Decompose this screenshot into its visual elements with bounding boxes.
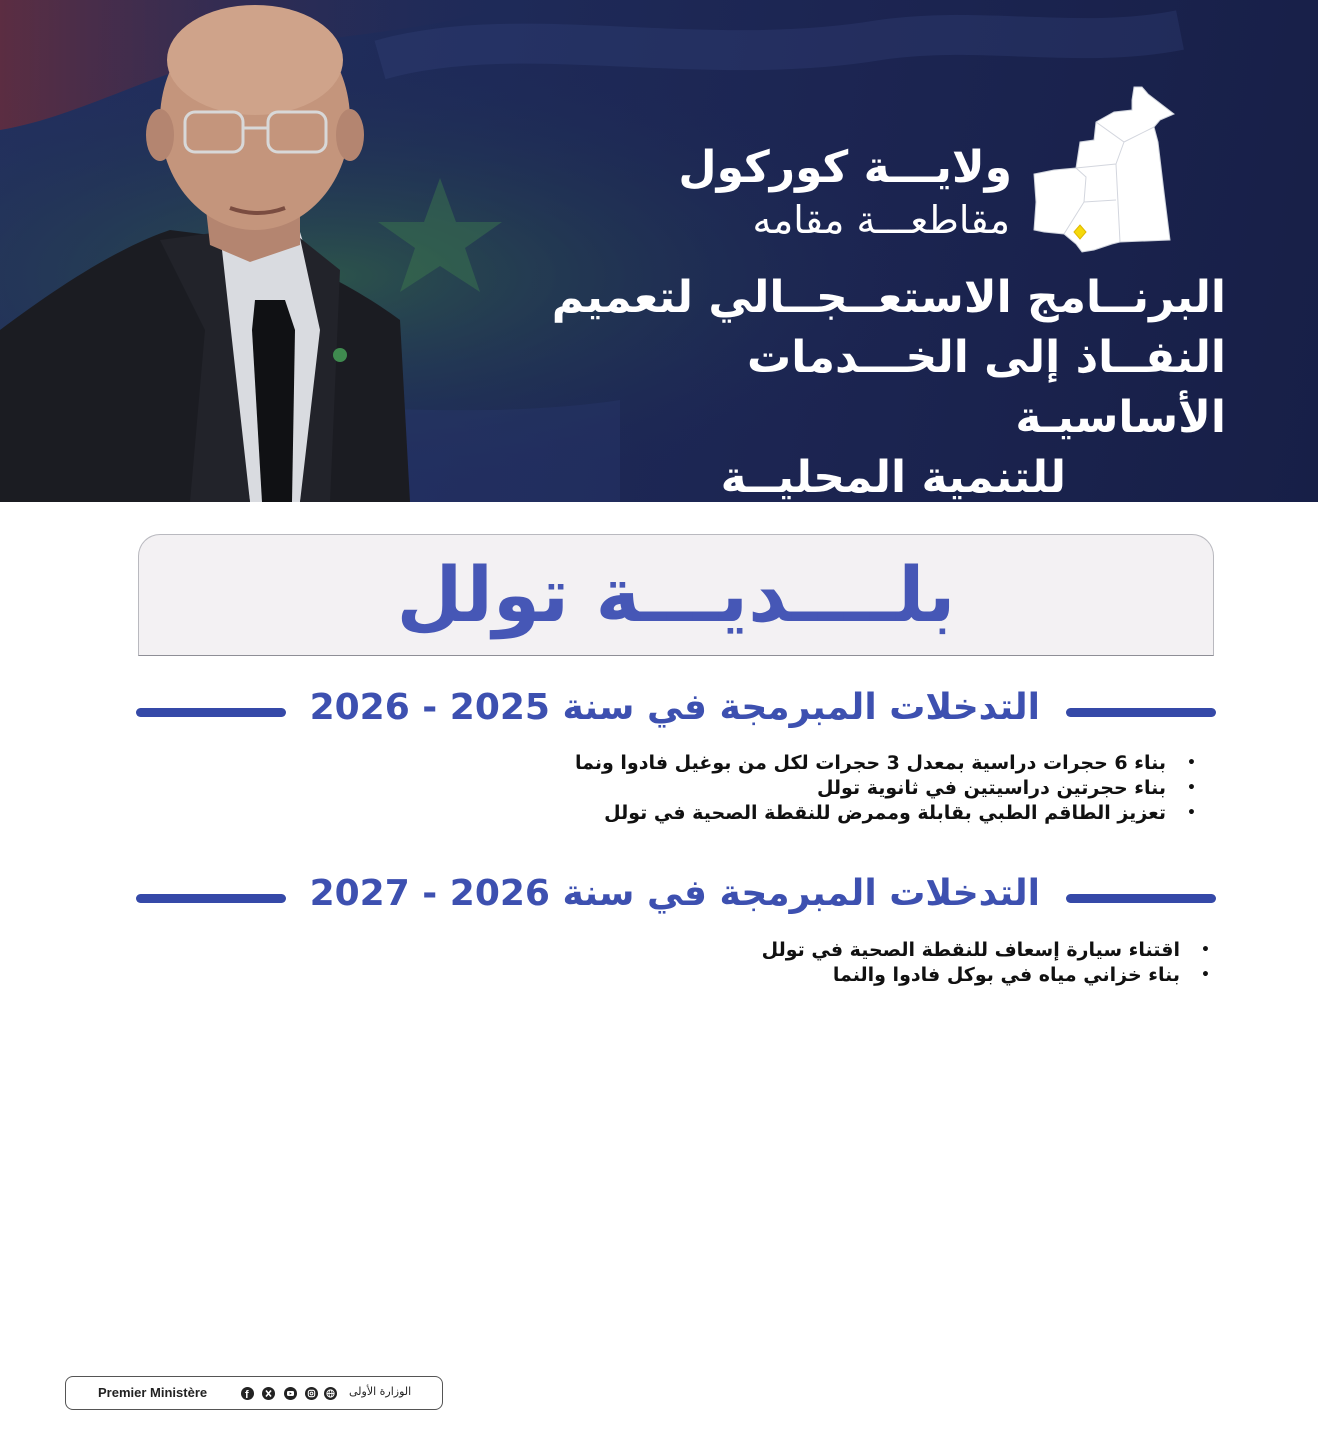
program-title-line-3: للتنمية المحليــة xyxy=(720,452,1066,502)
web-icon[interactable] xyxy=(324,1387,337,1400)
divider-line xyxy=(1066,708,1216,717)
instagram-icon[interactable] xyxy=(305,1387,318,1400)
section-title: التدخلات المبرمجة في سنة 2025 - 2026 xyxy=(309,687,1040,728)
footer-name-ar: الوزارة الأولى xyxy=(349,1385,412,1398)
facebook-icon[interactable] xyxy=(241,1387,254,1400)
list-item: • بناء 6 حجرات دراسية بمعدل 3 حجرات لكل من بوغيل فادوا ونما xyxy=(575,751,1204,776)
footer-badge xyxy=(65,1376,443,1410)
wilaya-title: ولايـــة كوركول xyxy=(678,142,1012,193)
commune-title: بلــــديـــة تولل xyxy=(396,550,956,639)
section-header-2026-2027 xyxy=(136,864,1216,924)
youtube-icon[interactable] xyxy=(284,1387,297,1400)
x-icon[interactable] xyxy=(262,1387,275,1400)
divider-line xyxy=(136,708,286,717)
mauritania-map xyxy=(1024,82,1184,254)
interventions-list-2026-2027 xyxy=(762,938,1218,988)
commune-box xyxy=(138,534,1214,656)
list-item: • بناء خزاني مياه في بوكل فادوا والنما xyxy=(762,963,1218,988)
program-title-line-2: النفــاذ إلى الخـــدمات الأساسيـة xyxy=(747,332,1226,443)
list-item: • تعزيز الطاقم الطبي بقابلة وممرض للنقطة الصحية في تولل xyxy=(575,801,1204,826)
list-item: • اقتناء سيارة إسعاف للنقطة الصحية في تولل xyxy=(762,938,1218,963)
section-header-2025-2026 xyxy=(136,678,1216,738)
footer-name-fr: Premier Ministère xyxy=(98,1385,208,1400)
section-title: التدخلات المبرمجة في سنة 2026 - 2027 xyxy=(309,873,1040,914)
program-title-line-1: البرنــامج الاستعــجــالي لتعميم xyxy=(551,272,1226,323)
divider-line xyxy=(1066,894,1216,903)
list-item: • بناء حجرتين دراسيتين في ثانوية تولل xyxy=(575,776,1204,801)
moughataa-subtitle: مقاطعـــة مقامه xyxy=(752,198,1010,242)
divider-line xyxy=(136,894,286,903)
program-title xyxy=(526,268,1226,502)
svg-text:f: f xyxy=(245,1389,249,1400)
header-banner xyxy=(0,0,1318,502)
interventions-list-2025-2026 xyxy=(575,751,1204,826)
